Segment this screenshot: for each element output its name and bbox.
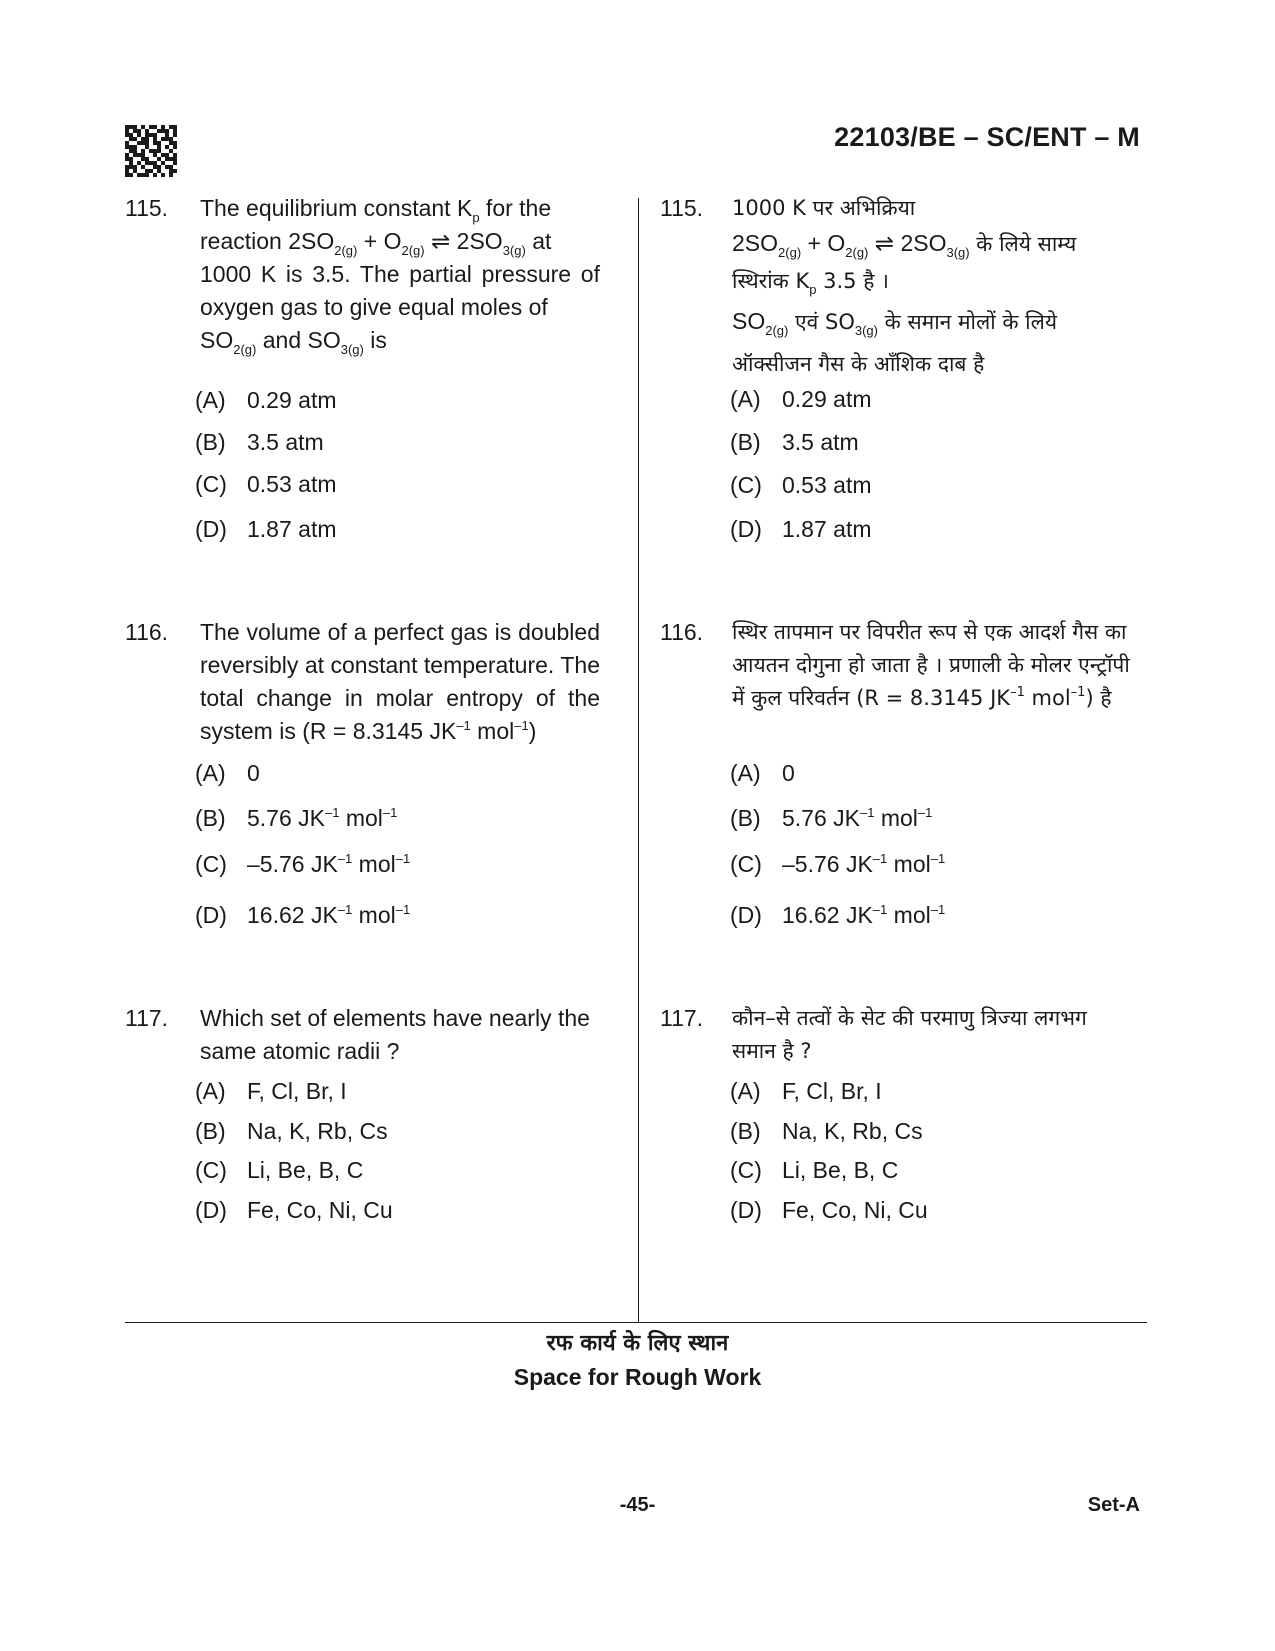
option-label: (A) — [195, 1078, 226, 1104]
superscript: –1 — [930, 902, 946, 917]
superscript: –1 — [382, 805, 398, 820]
text-span: 2SO — [456, 228, 503, 254]
option-b[interactable] — [195, 803, 397, 833]
option-text: 3.5 atm — [247, 429, 324, 455]
option-a[interactable] — [195, 758, 260, 788]
subscript: 3(g) — [854, 323, 878, 338]
subscript: 2(g) — [334, 243, 358, 258]
text-span: 2SO — [900, 230, 947, 256]
superscript: –1 — [337, 851, 353, 866]
text-span: + O — [801, 230, 846, 256]
text-span: + O — [357, 228, 402, 254]
option-d[interactable] — [195, 900, 410, 930]
superscript: –1 — [337, 902, 353, 917]
option-c[interactable] — [195, 469, 337, 499]
question-number: 115. — [125, 195, 169, 221]
option-text: Na, K, Rb, Cs — [782, 1118, 923, 1144]
option-c[interactable] — [195, 849, 410, 879]
option-text: 16.62 JK — [247, 902, 338, 928]
option-text: Fe, Co, Ni, Cu — [782, 1197, 928, 1223]
option-d[interactable] — [730, 514, 872, 544]
option-text: Li, Be, B, C — [782, 1157, 899, 1183]
question-line — [732, 225, 1132, 262]
subscript: 2(g) — [765, 323, 789, 338]
option-label: (C) — [195, 851, 227, 877]
question-text: Which set of elements have nearly the same atomic radii ? — [200, 1005, 590, 1064]
option-b[interactable] — [195, 1116, 388, 1146]
option-label: (B) — [730, 1118, 761, 1144]
text-span: एवं SO — [788, 310, 855, 334]
subscript: 2(g) — [778, 245, 802, 260]
question-line: 1000 K is 3.5. The partial pressure of oxygen gas to give equal moles of — [200, 261, 600, 320]
option-text: mol — [887, 902, 931, 928]
superscript: –1 — [872, 902, 888, 917]
option-a[interactable] — [730, 1076, 882, 1106]
option-b[interactable] — [730, 803, 932, 833]
question-text: कौन–से तत्वों के सेट की परमाणु त्रिज्या लगभग समान है ? — [732, 1006, 1087, 1063]
option-label: (B) — [195, 805, 226, 831]
subscript: 3(g) — [340, 342, 364, 357]
question-line — [732, 299, 1132, 344]
column-divider — [638, 198, 639, 1323]
text-span: ) — [528, 718, 537, 744]
option-text: 16.62 JK — [782, 902, 873, 928]
option-label: (C) — [730, 472, 762, 498]
question-line — [200, 225, 600, 258]
option-text: Li, Be, B, C — [247, 1157, 364, 1183]
superscript: –1 — [917, 805, 933, 820]
question-number: 117. — [660, 1005, 704, 1031]
option-label: (A) — [195, 760, 226, 786]
text-span: 3.5 है । — [816, 269, 889, 293]
option-a[interactable] — [730, 384, 872, 414]
page-number: -45- — [619, 1494, 656, 1516]
option-label: (D) — [730, 902, 762, 928]
option-c[interactable] — [730, 1155, 898, 1185]
text-span: The volume of a perfect gas is doubled reversibly at constant temperature. The total change in molar entropy of the system is (R = 8.3145 JK — [200, 619, 600, 744]
option-d[interactable] — [195, 514, 337, 544]
option-text: 1.87 atm — [782, 516, 872, 542]
text-span: mol — [470, 718, 515, 744]
option-text: F, Cl, Br, I — [782, 1078, 882, 1104]
text-span: SO — [200, 327, 234, 353]
option-label: (C) — [195, 471, 227, 497]
superscript: –1 — [1010, 685, 1025, 700]
option-b[interactable] — [730, 1116, 923, 1146]
option-label: (A) — [730, 760, 761, 786]
option-a[interactable] — [195, 1076, 347, 1106]
option-label: (C) — [195, 1157, 227, 1183]
question-line: 1000 K पर अभिक्रिया — [732, 196, 916, 220]
option-label: (C) — [730, 1157, 762, 1183]
option-text: mol — [352, 902, 396, 928]
rough-work-title: Space for Rough Work — [513, 1364, 762, 1390]
question-number: 116. — [660, 619, 704, 645]
option-text: Fe, Co, Ni, Cu — [247, 1197, 393, 1223]
option-label: (D) — [195, 1197, 227, 1223]
superscript: –1 — [456, 718, 471, 733]
qr-code-icon — [125, 125, 177, 177]
option-text: Na, K, Rb, Cs — [247, 1118, 388, 1144]
option-c[interactable] — [195, 1155, 363, 1185]
option-text: 1.87 atm — [247, 516, 337, 542]
option-text: 0.29 atm — [247, 387, 337, 413]
question-number: 116. — [125, 619, 169, 645]
equilibrium-arrow: ⇌ — [424, 228, 457, 254]
option-text: mol — [339, 805, 383, 831]
question-text — [732, 616, 1132, 715]
option-b[interactable] — [195, 427, 324, 457]
option-text: mol — [352, 851, 396, 877]
option-text: 0 — [782, 760, 795, 786]
subscript: 2(g) — [401, 243, 425, 258]
question-line: ऑक्सीजन गैस के आँशिक दाब है — [732, 352, 985, 376]
subscript: 3(g) — [946, 245, 970, 260]
superscript: –1 — [1070, 685, 1086, 700]
text-span: स्थिरांक K — [732, 269, 810, 293]
option-label: (B) — [195, 429, 226, 455]
option-text: 0 — [247, 760, 260, 786]
option-label: (A) — [730, 386, 761, 412]
subscript: p — [472, 210, 480, 225]
option-label: (D) — [195, 516, 227, 542]
option-label: (B) — [730, 805, 761, 831]
text-span: SO — [732, 308, 766, 334]
text-span: के समान मोलों के लिये — [877, 310, 1057, 334]
option-label: (B) — [195, 1118, 226, 1144]
question-number: 115. — [660, 195, 704, 221]
text-span: is — [363, 327, 387, 353]
option-d[interactable] — [730, 1195, 928, 1225]
option-text: mol — [874, 805, 918, 831]
rough-work-divider — [125, 1322, 1147, 1323]
option-label: (D) — [195, 902, 227, 928]
text-span: reaction 2SO — [200, 228, 335, 254]
question-line — [732, 262, 1132, 299]
subscript: 2(g) — [845, 245, 869, 260]
text-span: and SO — [256, 327, 341, 353]
option-text: F, Cl, Br, I — [247, 1078, 347, 1104]
rough-work-title-hindi: रफ कार्य के लिए स्थान — [546, 1331, 729, 1356]
option-label: (A) — [195, 387, 226, 413]
question-line — [200, 324, 600, 357]
text-span: at — [525, 228, 552, 254]
question-number: 117. — [125, 1005, 169, 1031]
text-span: के लिये साम्य — [969, 232, 1077, 256]
set-label: Set-A — [1087, 1494, 1140, 1516]
option-c[interactable] — [730, 849, 945, 879]
superscript: –1 — [325, 805, 340, 820]
question-text — [732, 192, 1132, 384]
option-text: –5.76 JK — [247, 851, 338, 877]
paper-code: 22103/BE – SC/ENT – M — [834, 122, 1140, 152]
superscript: –1 — [872, 851, 888, 866]
text-span: ) है — [1085, 686, 1112, 710]
text-span: mol — [1024, 686, 1071, 710]
option-label: (B) — [730, 429, 761, 455]
superscript: –1 — [514, 718, 529, 733]
equilibrium-arrow: ⇌ — [868, 230, 901, 256]
option-text: 5.76 JK — [782, 805, 860, 831]
subscript: 3(g) — [502, 243, 526, 258]
superscript: –1 — [930, 851, 946, 866]
text-span: The equilibrium constant K — [200, 195, 473, 221]
option-d[interactable] — [195, 1195, 393, 1225]
option-a[interactable] — [730, 758, 795, 788]
option-d[interactable] — [730, 900, 945, 930]
text-span: 2SO — [732, 230, 779, 256]
superscript: –1 — [395, 902, 411, 917]
option-label: (A) — [730, 1078, 761, 1104]
option-label: (C) — [730, 851, 762, 877]
option-c[interactable] — [730, 470, 872, 500]
superscript: –1 — [860, 805, 875, 820]
option-text: 3.5 atm — [782, 429, 859, 455]
option-text: 0.53 atm — [782, 472, 872, 498]
question-line — [200, 192, 600, 225]
question-text — [200, 192, 600, 357]
option-text: 0.53 atm — [247, 471, 337, 497]
question-text — [200, 616, 600, 748]
option-label: (D) — [730, 1197, 762, 1223]
option-b[interactable] — [730, 427, 859, 457]
subscript: 2(g) — [233, 342, 257, 357]
option-text: –5.76 JK — [782, 851, 873, 877]
option-a[interactable] — [195, 385, 337, 415]
option-text: 0.29 atm — [782, 386, 872, 412]
option-label: (D) — [730, 516, 762, 542]
text-span: for the — [479, 195, 552, 221]
subscript: p — [809, 282, 817, 297]
option-text: mol — [887, 851, 931, 877]
superscript: –1 — [395, 851, 411, 866]
text-span: स्थिर तापमान पर विपरीत रूप से एक आदर्श गैस का आयतन दोगुना हो जाता है । प्रणाली के मोलर एन्ट्रॉपी में कुल परिवर्तन (R = 8.3145 JK — [732, 620, 1130, 710]
option-text: 5.76 JK — [247, 805, 325, 831]
